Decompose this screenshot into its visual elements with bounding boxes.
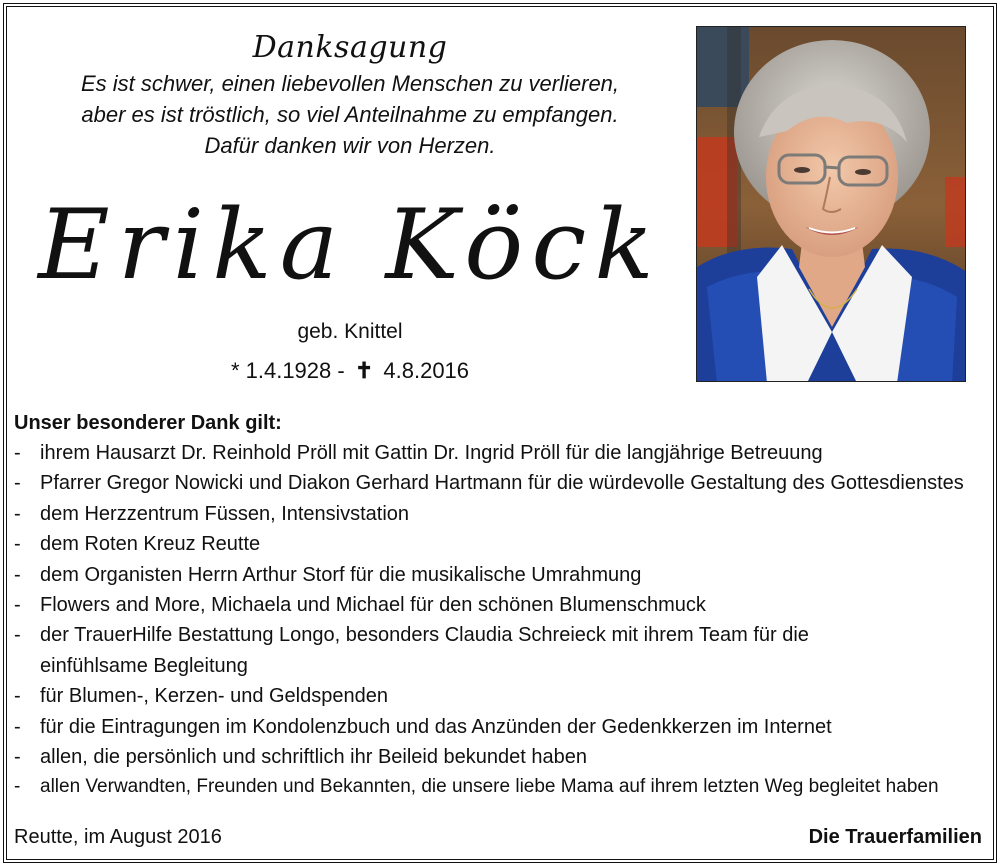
list-item [14, 560, 984, 590]
list-dash: - [14, 472, 21, 495]
portrait-illustration [697, 27, 966, 382]
list-item [14, 590, 984, 620]
list-dash: - [14, 685, 21, 708]
list-item-text: dem Organisten Herrn Arthur Storf für die musikalische Umrahmung [40, 563, 642, 586]
birth-date: * 1.4.1928 - [230, 358, 345, 383]
list-item [14, 438, 984, 468]
thanks-list [14, 438, 984, 803]
list-dash: - [14, 624, 21, 647]
quote-line-2: aber es ist tröstlich, so viel Anteilnahme zu empfangen. [81, 102, 619, 127]
portrait-photo [696, 26, 966, 382]
list-dash: - [14, 533, 21, 556]
list-item [14, 499, 984, 529]
list-item-text: Flowers and More, Michaela und Michael für den schönen Blumenschmuck [40, 594, 706, 617]
list-item [14, 742, 984, 772]
list-dash: - [14, 442, 21, 464]
list-item-text: allen Verwandten, Freunden und Bekannten, die unsere liebe Mama auf ihrem letzten Weg begleitet haben [40, 776, 939, 798]
cross-icon: ✝ [354, 358, 374, 383]
thanks-title: Unser besonderer Dank gilt: [14, 412, 282, 434]
list-item [14, 529, 984, 559]
list-item-text: für Blumen-, Kerzen- und Geldspenden [40, 685, 388, 708]
list-item-text: für die Eintragungen im Kondolenzbuch und das Anzünden der Gedenkkerzen im Internet [40, 715, 832, 738]
list-dash: - [14, 776, 21, 798]
list-dash: - [14, 746, 21, 769]
list-dash: - [14, 563, 21, 586]
list-item-text: der TrauerHilfe Bestattung Longo, besonders Claudia Schreieck mit ihrem Team für die einfühlsame Begleitung [40, 624, 809, 677]
list-item-text: dem Roten Kreuz Reutte [40, 533, 261, 556]
list-item-text: Pfarrer Gregor Nowicki und Diakon Gerhard Hartmann für die würdevolle Gestaltung des Gottesdienstes [40, 472, 964, 495]
list-item-text: ihrem Hausarzt Dr. Reinhold Pröll mit Gattin Dr. Ingrid Pröll für die langjährige Betreuung [40, 442, 823, 464]
quote-line-1: Es ist schwer, einen liebevollen Menschen zu verlieren, [80, 71, 620, 96]
list-dash: - [14, 594, 21, 617]
deceased-name: Erika Köck [38, 189, 662, 301]
heading: Danksagung [252, 30, 448, 65]
list-item [14, 772, 984, 802]
list-item-text: dem Herzzentrum Füssen, Intensivstation [40, 502, 410, 525]
list-item-text: allen, die persönlich und schriftlich ihr Beileid bekundet haben [40, 746, 588, 769]
place-date: Reutte, im August 2016 [14, 826, 222, 848]
list-dash: - [14, 502, 21, 525]
list-item [14, 468, 984, 498]
list-dash: - [14, 715, 21, 738]
maiden-name: geb. Knittel [297, 320, 403, 343]
list-item [14, 681, 984, 711]
list-item [14, 712, 984, 742]
quote-line-3: Dafür danken wir von Herzen. [204, 133, 496, 158]
list-item [14, 620, 830, 681]
death-date: 4.8.2016 [383, 358, 470, 383]
header-block [30, 28, 670, 161]
thanks-section [14, 408, 984, 803]
life-dates [30, 356, 670, 386]
signature: Die Trauerfamilien [808, 826, 982, 848]
